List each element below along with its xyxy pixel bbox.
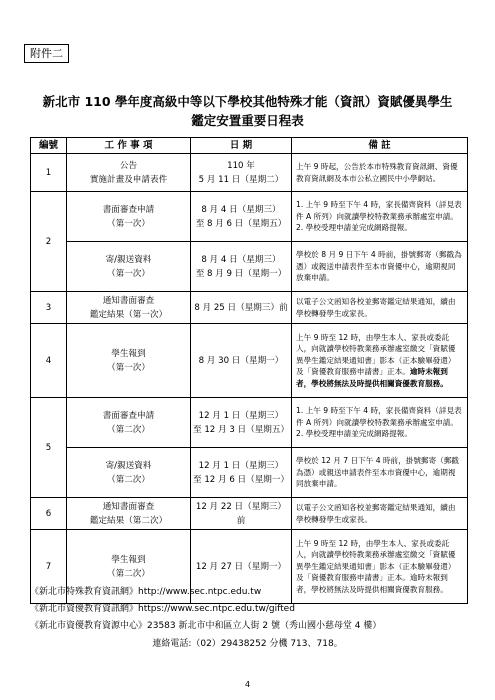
footer-special-ed-site: 《新北市特殊教育資訊網》http://www.sec.ntpc.edu.tw xyxy=(30,587,262,597)
row-date: 110 年 5 月 11 日（星期二） xyxy=(191,154,292,192)
row-item: 通知書面審查 鑑定結果（第二次） xyxy=(67,498,191,530)
table-row xyxy=(31,192,468,242)
row-no: 3 xyxy=(31,292,67,324)
row-note: 上午 9 時至 12 時，由學生本人、家長或委託人，向就讀學校特教業務承辦處室繳交「資賦優異學生鑑定結果通知書」影本（正本驗畢發還）及「資優教育服務申請書」正本。逾時未報到者，學校將無法及時提供相關資優教育服務。 xyxy=(292,530,468,604)
row-note: 1. 上午 9 時至下午 4 時，家長備齊資料（詳見表件 A 所列）向就讀學校特教業務承辦處室申請。 2. 學校受理申請並完成網路提報。 xyxy=(292,398,468,448)
table-header-row xyxy=(31,138,468,154)
row-item: 通知書面審查 鑑定結果（第一次） xyxy=(67,292,191,324)
row-note: 學校於 8 月 9 日下午 4 時前，掛號郵寄（郵戳為憑）或親送申請表件至本市資優中心，逾期視同放棄申請。 xyxy=(292,242,468,292)
row-note-bold: 逾時未報到者，學校將無法及時提供相關資優教育服務。 xyxy=(296,367,448,388)
row-date: 12 月 1 日（星期三） 至 12 月 3 日（星期五） xyxy=(191,398,292,448)
footer-resource-center: 《新北市資優教育資源中心》23583 新北市中和區立人街 2 號（秀山國小慈母堂 4 樓） xyxy=(30,621,382,631)
page-subtitle: 鑑定安置重要日程表 xyxy=(191,113,304,128)
row-date: 8 月 4 日（星期三） 至 8 月 6 日（星期五） xyxy=(191,192,292,242)
row-note: 1. 上午 9 時至下午 4 時，家長備齊資料（詳見表件 A 所列）向就讀學校特教業務承辦處室申請。 2. 學校受理申請並完成網路提報。 xyxy=(292,192,468,242)
row-date: 8 月 25 日（星期三）前 xyxy=(191,292,292,324)
header-note: 備 註 xyxy=(292,138,468,154)
row-item: 寄/親送資料 （第二次） xyxy=(67,448,191,498)
footer-gifted-site: 《新北市資優教育資訊網》https://www.sec.ntpc.edu.tw/gifted xyxy=(30,604,295,614)
row-note-text: 上午 9 時至 12 時，由學生本人、家長或委託人，向就讀學校特教業務承辦處室繳交「資賦優異學生鑑定結果通知書」影本（正本驗畢發還）及「資優教育服務申請書」正本。 xyxy=(296,332,456,377)
header-item: 工 作 事 項 xyxy=(67,138,191,154)
row-item: 公告 實施計畫及申請表件 xyxy=(67,154,191,192)
table-row xyxy=(31,398,468,448)
table-row xyxy=(31,498,468,530)
attachment-label: 附件二 xyxy=(24,44,69,63)
table-row xyxy=(31,154,468,192)
row-no: 1 xyxy=(31,154,67,192)
row-no: 6 xyxy=(31,498,67,530)
row-date: 12 月 1 日（星期三） 至 12 月 6 日（星期一） xyxy=(191,448,292,498)
row-note: 學校於 12 月 7 日下午 4 時前，掛號郵寄（郵戳為憑）或親送申請表件至本市資優中心，逾期視同放棄申請。 xyxy=(292,448,468,498)
row-no: 4 xyxy=(31,324,67,398)
row-date: 12 月 27 日（星期一） xyxy=(191,530,292,604)
row-item: 書面審查申請 （第二次） xyxy=(67,398,191,448)
row-no: 7 xyxy=(31,530,67,604)
row-note: 以電子公文函知各校並郵寄鑑定結果通知，續由學校轉發學生或家長。 xyxy=(292,498,468,530)
table-row xyxy=(31,292,468,324)
row-note: 上午 9 時起，公告於本市特殊教育資訊網、資優教育資訊網及本市公私立國民中小學網站。 xyxy=(292,154,468,192)
page-number: 4 xyxy=(244,680,251,689)
row-date: 8 月 4 日（星期三） 至 8 月 9 日（星期一） xyxy=(191,242,292,292)
row-note: 以電子公文函知各校並郵寄鑑定結果通知，續由學校轉發學生或家長。 xyxy=(292,292,468,324)
header-no: 編號 xyxy=(31,138,67,154)
row-no: 5 xyxy=(31,398,67,498)
row-no: 2 xyxy=(31,192,67,292)
schedule-table xyxy=(30,137,468,604)
row-item: 書面審查申請 （第一次） xyxy=(67,192,191,242)
row-date: 8 月 30 日（星期一） xyxy=(191,324,292,398)
table-row xyxy=(31,324,468,398)
page-title: 新北市 110 學年度高級中等以下學校其他特殊才能（資訊）資賦優異學生 xyxy=(42,94,453,109)
header-date: 日 期 xyxy=(191,138,292,154)
table-row xyxy=(31,242,468,292)
row-item: 學生報到 （第一次） xyxy=(67,324,191,398)
table-row xyxy=(31,448,468,498)
row-note xyxy=(292,324,468,398)
row-item: 學生報到 （第二次） xyxy=(67,530,191,604)
footer-phone: 連絡電話:（02）29438252 分機 713、718。 xyxy=(152,639,343,649)
row-date: 12 月 22 日（星期三）前 xyxy=(191,498,292,530)
row-item: 寄/親送資料 （第一次） xyxy=(67,242,191,292)
